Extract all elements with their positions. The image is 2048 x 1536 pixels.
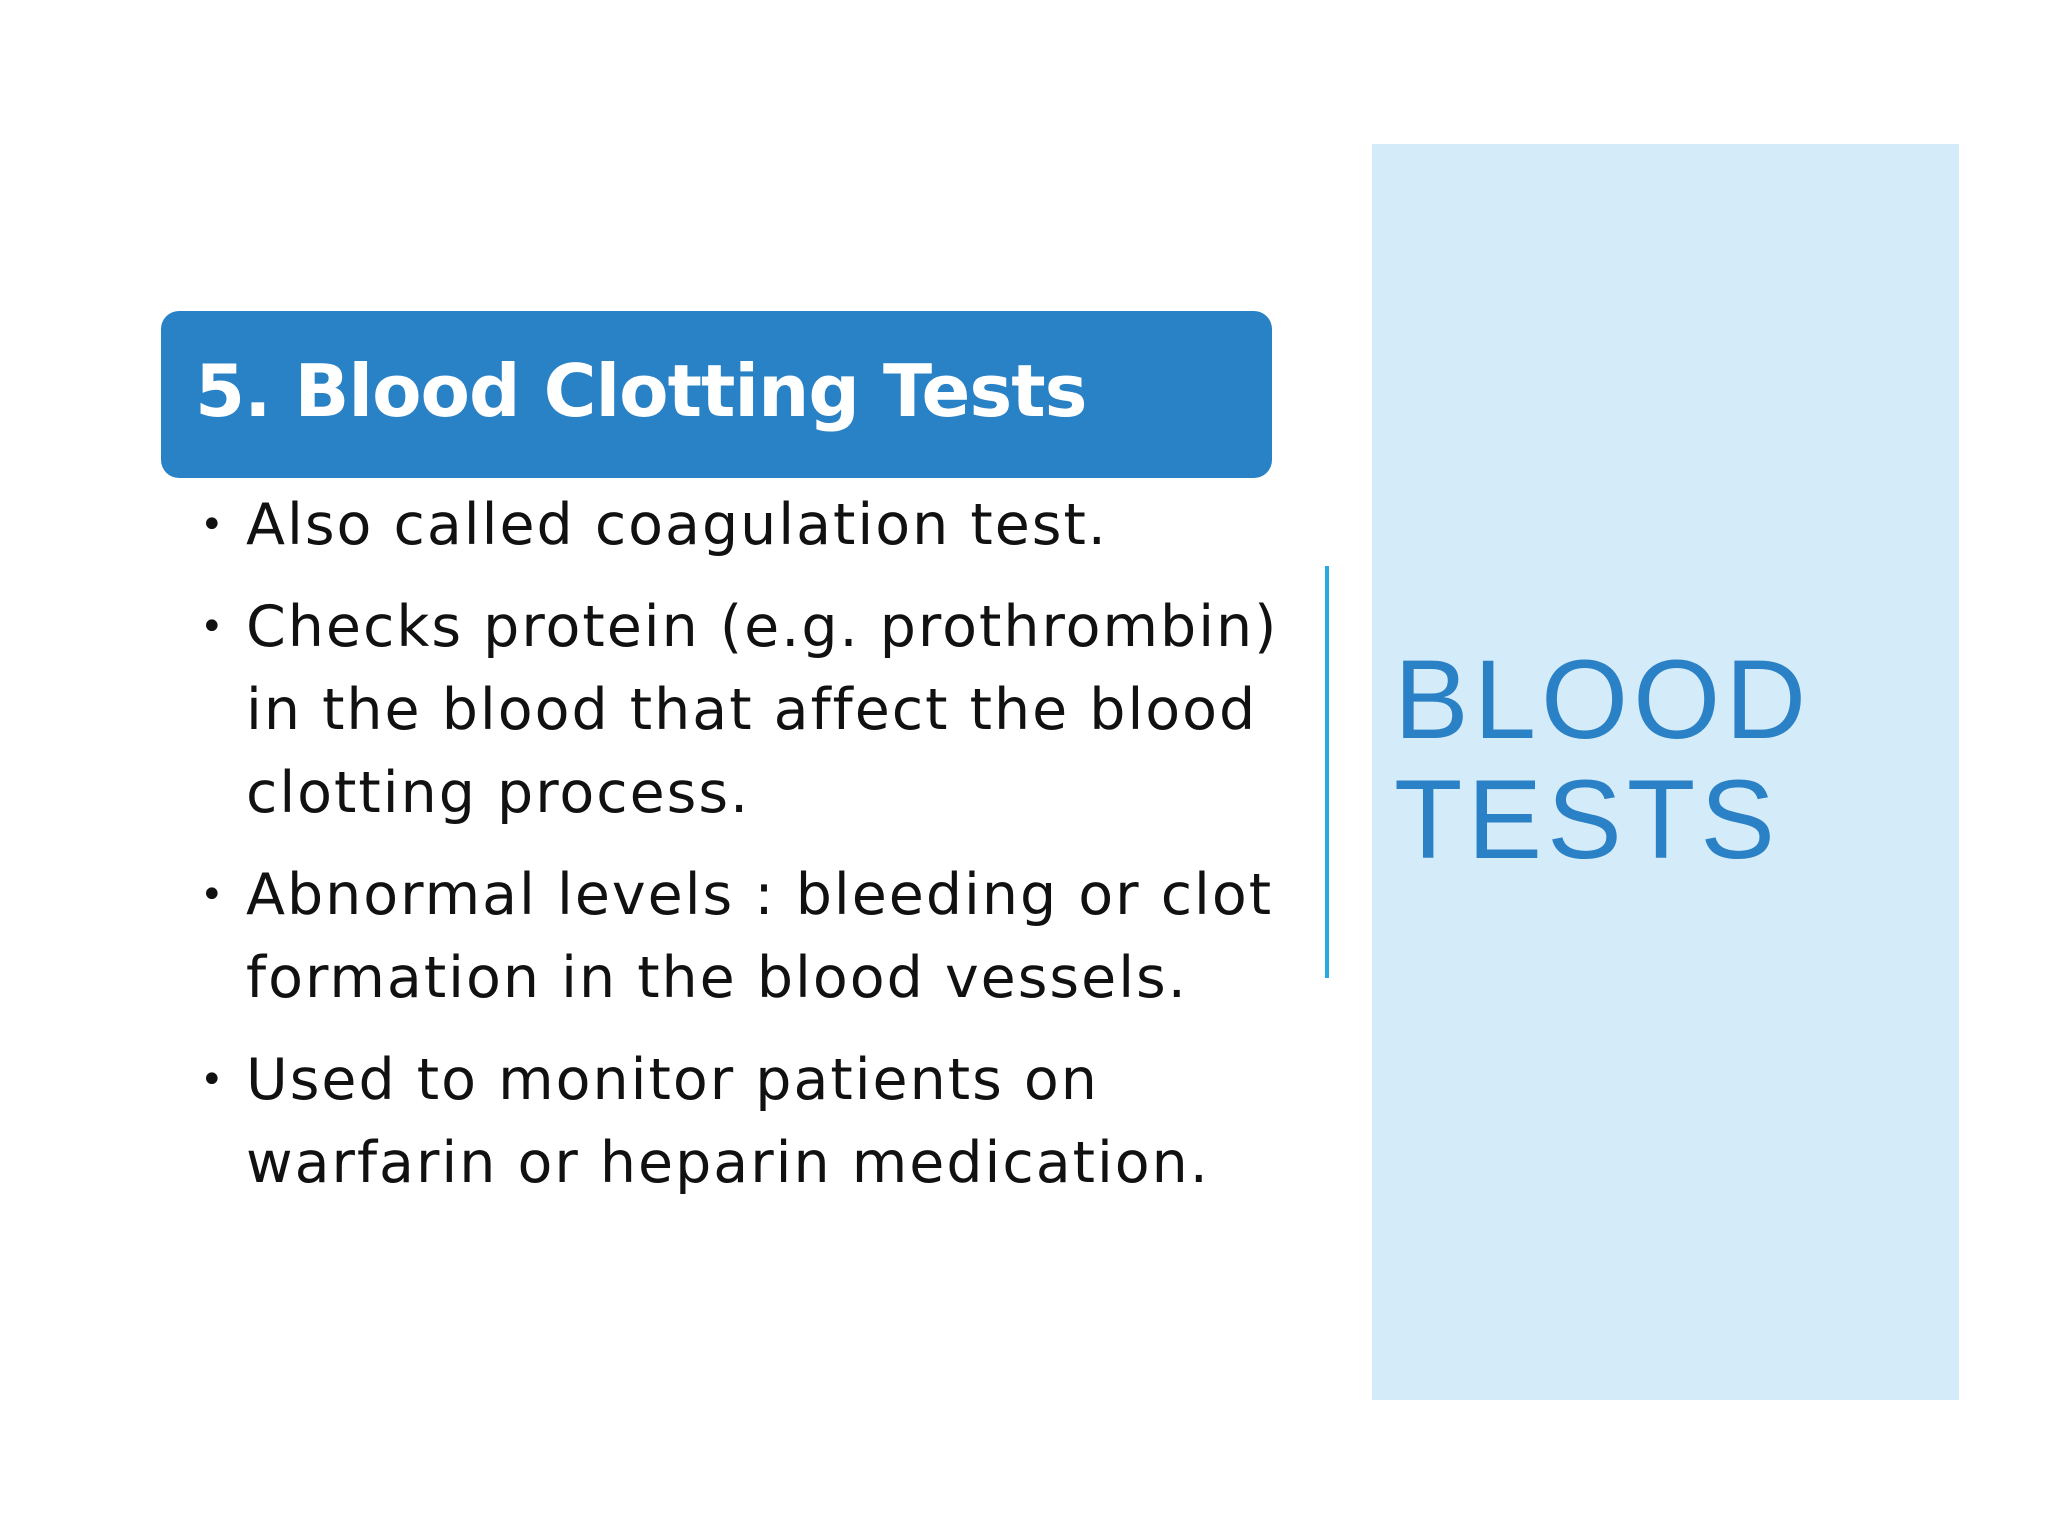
bullet-marker: • [200,604,226,650]
bullet-item [200,1039,1280,1205]
bullet-marker: • [200,502,226,548]
bullet-text: Abnormal levels : bleeding or clot formation in the blood vessels. [246,862,1274,1011]
heading-box [161,311,1272,478]
bullet-text: Checks protein (e.g. prothrombin) in the blood that affect the blood clotting process. [246,594,1279,826]
vertical-divider [1325,566,1329,978]
bullet-list [200,484,1280,1224]
bullet-marker: • [200,1057,226,1103]
slide-heading: 5. Blood Clotting Tests [195,349,1087,433]
bullet-item [200,484,1280,567]
side-title-line-1: BLOOD [1394,637,1812,762]
bullet-text: Used to monitor patients on warfarin or heparin medication. [246,1047,1210,1196]
side-title [1394,637,1954,882]
bullet-marker: • [200,872,226,918]
side-title-line-2: TESTS [1394,757,1780,882]
bullet-text: Also called coagulation test. [246,492,1108,558]
bullet-item [200,586,1280,835]
bullet-item [200,854,1280,1020]
